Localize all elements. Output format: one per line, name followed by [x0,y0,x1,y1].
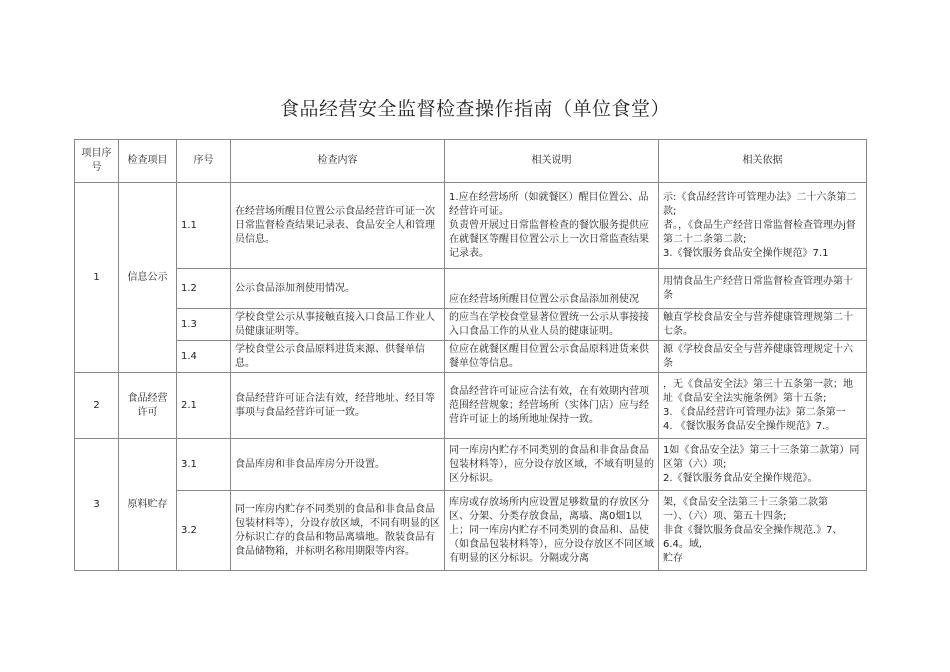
table-row [75,183,867,269]
header-seq: 序号 [177,140,231,183]
content: 学校食堂公示食品原料进货来源、供餐单信息。 [231,341,445,373]
header-check-item: 检查项目 [119,140,177,183]
header-basis: 相关依据 [659,140,867,183]
content: 学校食堂公示从事接触直接入口食品工作业人员健康证明等。 [231,309,445,341]
basis: 用情食品生产经营日常监督检查管理办第十条 [659,269,867,309]
seq: 1.2 [177,269,231,309]
content: 食品经营许可证合法有效，经营地址、经目等事项与食品经营许可证一致。 [231,373,445,439]
project-no: 3 [75,439,119,571]
seq: 1.3 [177,309,231,341]
header-row [75,140,867,183]
project-no: 2 [75,373,119,439]
check-item: 食品经营许可 [119,373,177,439]
content: 同一库房内贮存不同类别的食品和非食品食品包装材料等），分设存放区域，不同有明显的区分标识亡存的食品和物品离墙地。散装食品有食品储物箱，并标明名称用期限等内容。 [231,491,445,571]
header-project-no: 项目序号 [75,140,119,183]
table-row [75,491,867,571]
seq: 3.2 [177,491,231,571]
note: 的应当在学校食堂显著位置统一公示从事接接入口食品工作的从业人员的健康证明。 [445,309,659,341]
basis: 架，《食品安全法第三十三条第二款第 一）、（六）项、第五十四条; 非食《餐饮服务食品安全操作规范.》7、6.4。域, 贮存 [659,491,867,571]
header-content: 检查内容 [231,140,445,183]
note: 同一库房内贮存不同类别的食品和非食品食品包装材料等），应分设存放区域，不域有明显的区分标识。 [445,439,659,491]
table-row [75,341,867,373]
basis: 触直学校食品安全与营养健康管理规第二十七条。 [659,309,867,341]
check-item: 原料贮存 [119,439,177,571]
table-row [75,269,867,309]
seq: 1.1 [177,183,231,269]
project-no: 1 [75,183,119,373]
basis: 1如《食品安全法》第三十三条第二款第）同区第（六）项; 2.《餐饮服务食品安全操作规范》。 [659,439,867,491]
content: 公示食品添加剂使用情况。 [231,269,445,309]
seq: 1.4 [177,341,231,373]
content: 在经营场所醒目位置公示食品经营许可证一次日常监督检查结果记录表、食品安全人和管理员信息。 [231,183,445,269]
note: 食品经营许可证应合法有效，在有效期内营项范围经营规象；经营场所（实体门店）应与经营许可证上的场所地址保持一致。 [445,373,659,439]
inspection-table [74,139,867,571]
seq: 2.1 [177,373,231,439]
basis: 示:《食品经营许可管理办法》二十六条第二款; 者。，《食品生产经营日常监督检查管理办j督第二十二条第二款; 3.《餐饮服务食品安全操作规范》7.1 [659,183,867,269]
check-item: 信息公示 [119,183,177,373]
basis: ，无《食品安全法》第三十五条第一款；地址《食品安全法实施条例》第十五条; 3. 《食品经营许可管理办法》第二条第一 4. 《餐饮服务食品安全操作规范》7.。 [659,373,867,439]
content: 食品库房和非食品库房分开设置。 [231,439,445,491]
basis: 源《学校食品安全与营养健康管理规定十六条 [659,341,867,373]
note: 库房或存放场所内应设置足够数量的存放区分区、分架、分类存放食品，离墙、离0畑1以上；同一库房内贮存不同类别的食品和、品使（如食品包装材料等），应分设存放区不同区域有明显的区分标识。分隔或分离 [445,491,659,571]
note: 应在经营场所醒目位置公示食品添加剂使况 [445,269,659,309]
table-row [75,309,867,341]
table-row [75,439,867,491]
note: 1.应在经营场所（如就餐区）醒目位置公、品经营许可证。 负责曾开展过日常监督检查的餐饮服务提供应在就餐区等醒目位置公示上一次日常监查结果记录表。 [445,183,659,269]
header-note: 相关说明 [445,140,659,183]
table-row [75,373,867,439]
seq: 3.1 [177,439,231,491]
note: 位应在就餐区醒目位置公示食品原料进货来供餐单位等信息。 [445,341,659,373]
page-title: 食品经营安全监督检查操作指南（单位食堂） [279,98,670,120]
